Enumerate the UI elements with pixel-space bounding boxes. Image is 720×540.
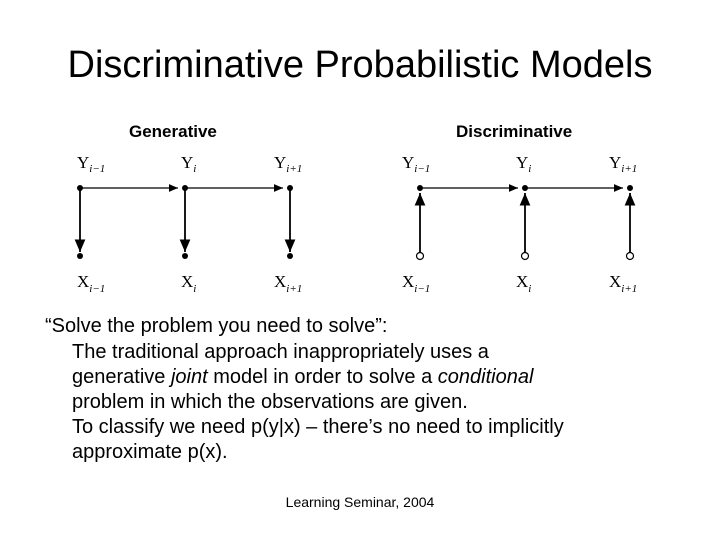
- generative-label: Generative: [129, 122, 217, 141]
- dis-x-node-3: [627, 253, 634, 260]
- gen-y-node-2: [182, 185, 188, 191]
- dis-x-label-2: $X_i$: [516, 272, 532, 295]
- footer: Learning Seminar, 2004: [285, 494, 435, 510]
- point1-line2: generative joint model in order to solve a conditional: [72, 366, 534, 388]
- point-generative-joint: [72, 340, 533, 415]
- gen-x-label-2: $X_i$: [181, 272, 197, 295]
- dis-y-node-3: [627, 185, 633, 191]
- point-classify: [72, 415, 564, 465]
- dis-y-label-2: $Y_i$: [516, 153, 532, 175]
- gen-y-node-1: [77, 185, 83, 191]
- discriminative-label: Discriminative: [456, 122, 573, 141]
- point2-line1: To classify we need p(y|x) – there’s no need to implicitly: [72, 416, 564, 438]
- dis-y-node-2: [522, 185, 528, 191]
- dis-y-node-1: [417, 185, 423, 191]
- gen-y-node-3: [287, 185, 293, 191]
- gen-x-node-3: [287, 253, 293, 259]
- point1-line3: problem in which the observations are given.: [72, 391, 468, 413]
- gen-x-label-3: $X_{i+1}$: [274, 272, 303, 295]
- gen-y-label-1: $Y_{i-1}$: [77, 153, 106, 175]
- emphasis-conditional: conditional: [437, 366, 534, 388]
- gen-x-label-1: $X_{i-1}$: [77, 272, 106, 295]
- dis-y-label-1: $Y_{i-1}$: [402, 153, 431, 175]
- gen-x-node-2: [182, 253, 188, 259]
- gen-x-node-1: [77, 253, 83, 259]
- quote-text: “Solve the problem you need to solve”:: [45, 315, 388, 337]
- gen-y-label-3: $Y_{i+1}$: [274, 153, 303, 175]
- emphasis-joint: joint: [170, 366, 208, 388]
- generative-diagram: [77, 153, 302, 295]
- discriminative-diagram: [402, 153, 637, 295]
- point2-line2: approximate p(x).: [72, 441, 228, 463]
- dis-x-node-1: [417, 253, 424, 260]
- slide-title: Discriminative Probabilistic Models: [67, 44, 653, 86]
- gen-y-label-2: $Y_i$: [181, 153, 197, 175]
- dis-y-label-3: $Y_{i+1}$: [609, 153, 638, 175]
- point1-line1: The traditional approach inappropriately uses a: [72, 341, 489, 363]
- dis-x-label-1: $X_{i-1}$: [402, 272, 431, 295]
- dis-x-label-3: $X_{i+1}$: [609, 272, 638, 295]
- dis-x-node-2: [522, 253, 529, 260]
